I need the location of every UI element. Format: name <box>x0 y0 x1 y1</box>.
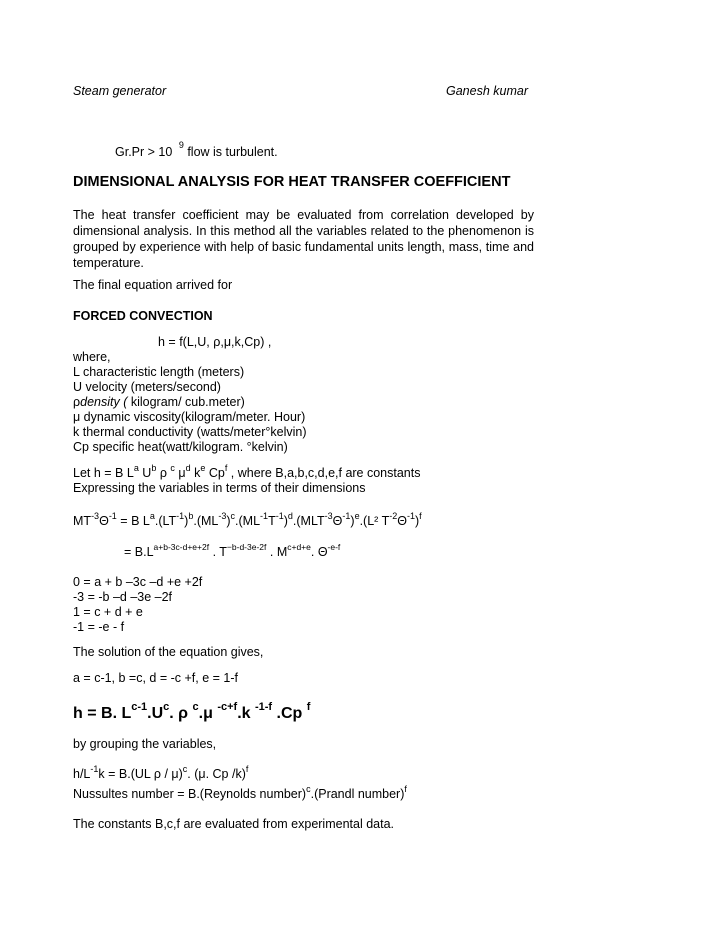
where-label: where, <box>73 350 111 364</box>
section-title: DIMENSIONAL ANALYSIS FOR HEAT TRANSFER COEFFICIENT <box>73 174 511 190</box>
expressing-text: Expressing the variables in terms of their dimensions <box>73 481 366 495</box>
var-length: L characteristic length (meters) <box>73 365 245 379</box>
intro-line <box>115 140 278 159</box>
var-density <box>73 395 245 410</box>
constants-text: The constants B,c,f are evaluated from experimental data. <box>73 817 395 831</box>
rho-symbol: ρ <box>73 395 81 409</box>
var-conductivity: k thermal conductivity (watts/meter°kelvin) <box>73 425 307 439</box>
grouped-equation: $h/L^{-1}k = B.(UL$ ρ / μ)$^c$. (μ. Cp /k)$^f$ <box>73 764 249 781</box>
final-equation-text: The final equation arrived for <box>73 278 233 292</box>
system-eq-1: 0 = a + b –3c –d +e +2f <box>73 575 203 589</box>
intro-paragraph: The heat transfer coefficient may be evaluated from correlation developed by dimensional analysis. In this method all the variables related to the phenomenon is grouped by experience with help of basic fundamental units length, mass, time and temperature. <box>73 208 534 270</box>
nusselt-equation: Nussultes number = B.(Reynolds number)$^c$.(Prandl number)$^f$ <box>73 784 407 801</box>
forced-convection-heading: FORCED CONVECTION <box>73 309 213 323</box>
intro-rest: flow is turbulent. <box>187 145 278 159</box>
header-right: Ganesh kumar <box>446 84 528 98</box>
dimension-equation: $MT^{-3}\Theta^{-1} = B$ $L^a.(LT^{-1})^b.(ML^{-3})^c.(ML^{-1}T^{-1})^d.(MLT^{-3}\Theta^{-1})^e.(L^2$ $T^{-2}\Theta^{-1})^f$ <box>73 511 422 528</box>
solution-text: The solution of the equation gives, <box>73 645 264 659</box>
intro-base: Gr.Pr > 10 <box>115 145 173 159</box>
var-specific-heat: Cp specific heat(watt/kilogram. °kelvin) <box>73 440 288 454</box>
header-left: Steam generator <box>73 84 167 98</box>
system-eq-3: 1 = c + d + e <box>73 605 143 619</box>
density-italic: density ( <box>80 395 131 409</box>
density-rest: kilogram/ cub.meter) <box>130 395 245 409</box>
var-viscosity: μ dynamic viscosity(kilogram/meter. Hour) <box>73 410 306 424</box>
system-eq-4: -1 = -e - f <box>73 620 125 634</box>
function-definition: h = f(L,U, ρ,μ,k,Cp) , <box>158 335 272 349</box>
intro-exponent: 9 <box>178 140 184 150</box>
solution-values: a = c-1, b =c, d = -c +f, e = 1-f <box>73 671 239 685</box>
system-eq-2: -3 = -b –d –3e –2f <box>73 590 173 604</box>
grouping-text: by grouping the variables, <box>73 737 217 751</box>
dimension-equation-simplified: = $B.L^{a+b-3c-d+e+2f}$ . $T^{-b-d-3e-2f}$ . $M^{c+d+e}$. $\Theta^{-e-f}$ <box>124 542 341 559</box>
var-velocity: U velocity (meters/second) <box>73 380 221 394</box>
let-equation: Let h = B $L^a$ $U^b$ ρ $^c$ $\mu^d$ $k^e$ Cp$^f$ , where B,a,b,c,d,e,f are constants <box>73 463 421 480</box>
result-equation: h = B. $L^{c-1}.U^c$. ρ $^c$.μ $^{-c+f}$.k $^{-1-f}$ .Cp $^f$ <box>73 701 311 722</box>
